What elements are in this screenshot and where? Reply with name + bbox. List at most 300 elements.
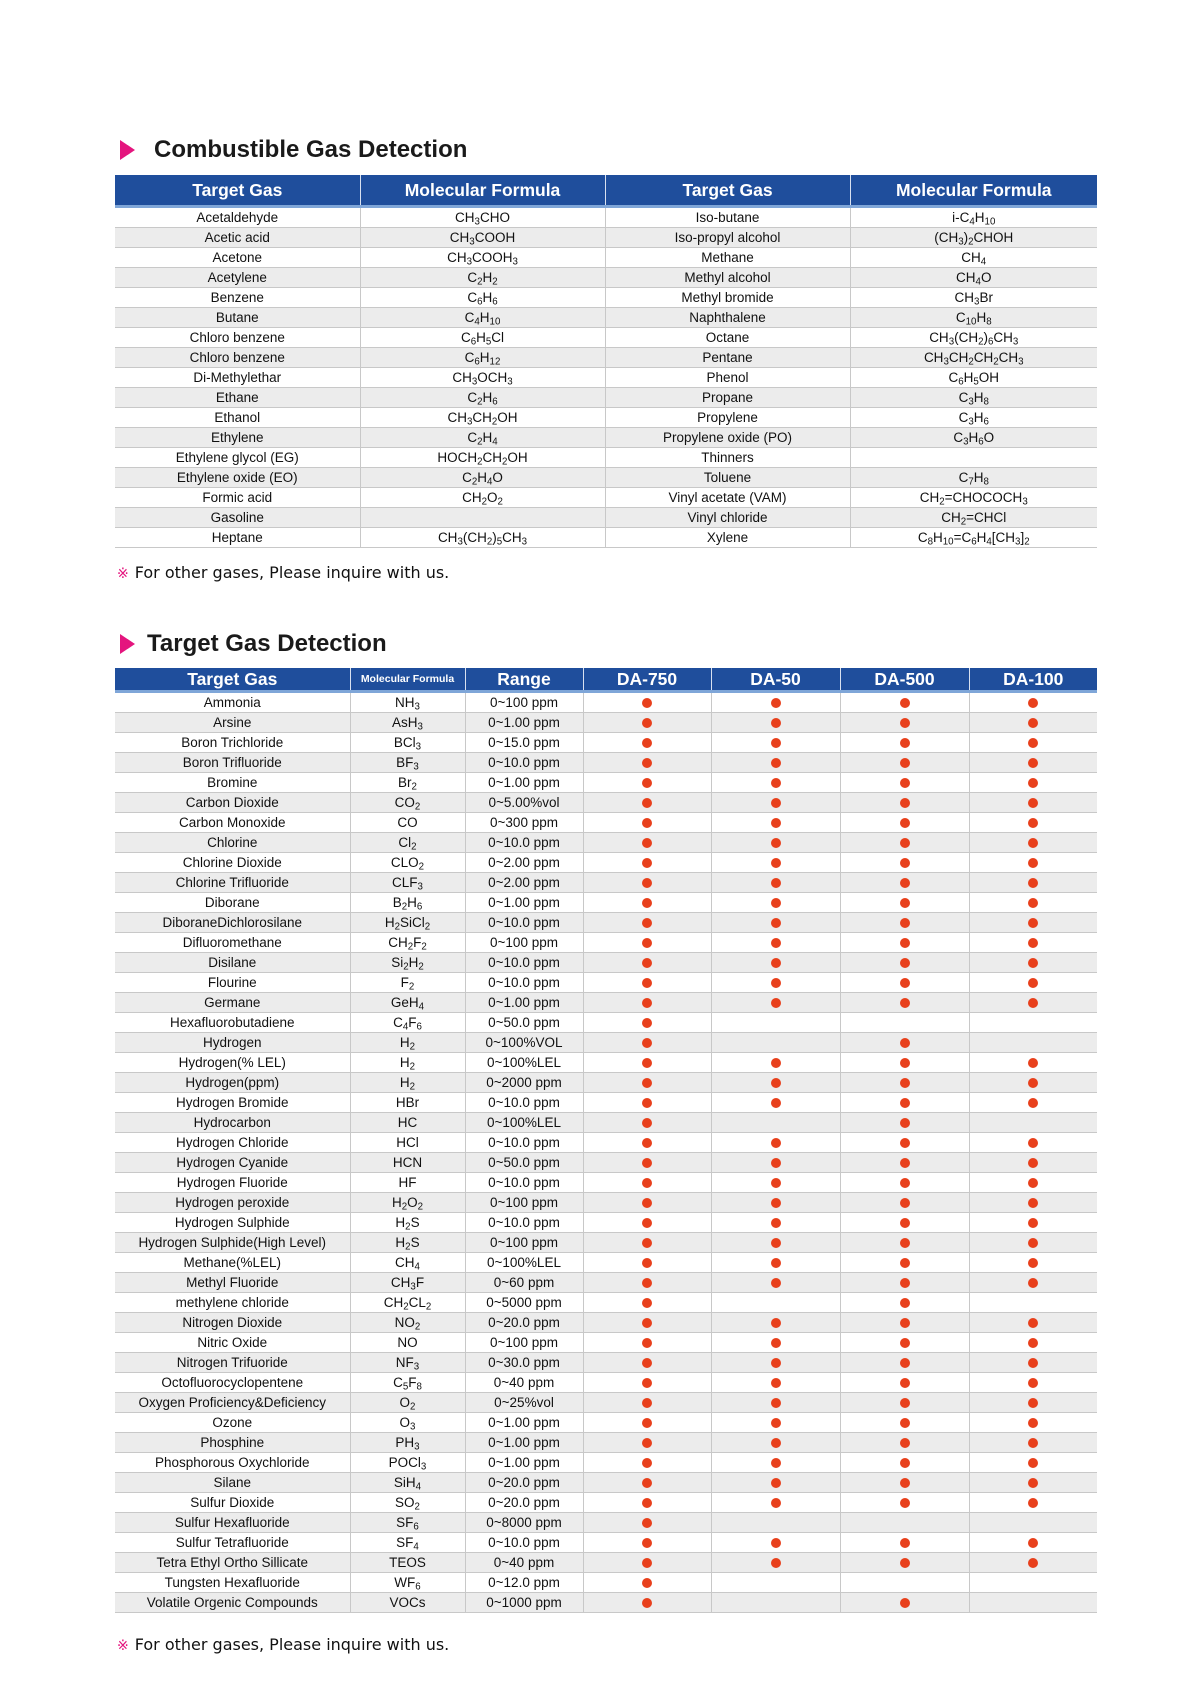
cell-da-100 bbox=[969, 1273, 1097, 1293]
supported-dot-icon bbox=[642, 1578, 652, 1588]
cell-molecular-formula: $C_6H_{12}$ bbox=[360, 348, 605, 368]
table-row bbox=[115, 1373, 1097, 1393]
cell-da-100 bbox=[969, 1253, 1097, 1273]
table-row bbox=[115, 1093, 1097, 1113]
cell-da-100 bbox=[969, 853, 1097, 873]
cell-da-500 bbox=[840, 773, 969, 793]
supported-dot-icon bbox=[1028, 1478, 1038, 1488]
supported-dot-icon bbox=[771, 918, 781, 928]
cell-target-gas: Phosphine bbox=[115, 1433, 350, 1453]
supported-dot-icon bbox=[900, 1118, 910, 1128]
supported-dot-icon bbox=[1028, 1238, 1038, 1248]
cell-da-100 bbox=[969, 1113, 1097, 1133]
supported-dot-icon bbox=[900, 698, 910, 708]
table-row bbox=[115, 1193, 1097, 1213]
reference-mark-icon: ※ bbox=[117, 566, 129, 582]
supported-dot-icon bbox=[642, 1478, 652, 1488]
supported-dot-icon bbox=[900, 1478, 910, 1488]
cell-range: 0~100 ppm bbox=[465, 933, 583, 953]
supported-dot-icon bbox=[642, 958, 652, 968]
cell-target-gas: Pentane bbox=[605, 348, 850, 368]
cell-molecular-formula: TEOS bbox=[350, 1553, 465, 1573]
cell-da-50 bbox=[711, 993, 840, 1013]
header-target-gas: Target Gas bbox=[605, 175, 850, 207]
cell-molecular-formula: $C_2H_2$ bbox=[360, 268, 605, 288]
cell-target-gas: Germane bbox=[115, 993, 350, 1013]
cell-da-750 bbox=[583, 1353, 711, 1373]
supported-dot-icon bbox=[900, 1098, 910, 1108]
supported-dot-icon bbox=[900, 1258, 910, 1268]
supported-dot-icon bbox=[642, 1158, 652, 1168]
cell-range: 0~10.0 ppm bbox=[465, 973, 583, 993]
cell-target-gas: Toluene bbox=[605, 468, 850, 488]
cell-range: 0~100 ppm bbox=[465, 1333, 583, 1353]
cell-da-750 bbox=[583, 713, 711, 733]
cell-target-gas: Methane(%LEL) bbox=[115, 1253, 350, 1273]
table-row bbox=[115, 448, 1097, 468]
supported-dot-icon bbox=[771, 1478, 781, 1488]
table-row bbox=[115, 408, 1097, 428]
supported-dot-icon bbox=[900, 1458, 910, 1468]
supported-dot-icon bbox=[1028, 998, 1038, 1008]
cell-target-gas: Hydrogen Sulphide bbox=[115, 1213, 350, 1233]
cell-da-750 bbox=[583, 1013, 711, 1033]
cell-target-gas: Phosphorous Oxychloride bbox=[115, 1453, 350, 1473]
cell-molecular-formula: $O_2$ bbox=[350, 1393, 465, 1413]
cell-target-gas: Sulfur Hexafluoride bbox=[115, 1513, 350, 1533]
cell-molecular-formula: $Cl_2$ bbox=[350, 833, 465, 853]
cell-molecular-formula: $CLF_3$ bbox=[350, 873, 465, 893]
supported-dot-icon bbox=[1028, 1278, 1038, 1288]
supported-dot-icon bbox=[1028, 958, 1038, 968]
cell-target-gas: Benzene bbox=[115, 288, 360, 308]
supported-dot-icon bbox=[900, 1038, 910, 1048]
cell-target-gas: Thinners bbox=[605, 448, 850, 468]
supported-dot-icon bbox=[642, 718, 652, 728]
supported-dot-icon bbox=[900, 1338, 910, 1348]
header-target-gas: Target Gas bbox=[115, 175, 360, 207]
supported-dot-icon bbox=[771, 738, 781, 748]
cell-da-750 bbox=[583, 933, 711, 953]
cell-da-500 bbox=[840, 1353, 969, 1373]
cell-da-750 bbox=[583, 1533, 711, 1553]
cell-target-gas: Ethane bbox=[115, 388, 360, 408]
cell-target-gas: Tetra Ethyl Ortho Sillicate bbox=[115, 1553, 350, 1573]
cell-target-gas: Ethylene oxide (EO) bbox=[115, 468, 360, 488]
cell-da-100 bbox=[969, 873, 1097, 893]
table-row bbox=[115, 692, 1097, 713]
table-row bbox=[115, 913, 1097, 933]
cell-da-500 bbox=[840, 1593, 969, 1613]
cell-range: 0~60 ppm bbox=[465, 1273, 583, 1293]
cell-target-gas: Carbon Dioxide bbox=[115, 793, 350, 813]
combustible-table-body bbox=[115, 207, 1097, 548]
cell-da-100 bbox=[969, 953, 1097, 973]
cell-da-750 bbox=[583, 1473, 711, 1493]
supported-dot-icon bbox=[900, 1278, 910, 1288]
cell-molecular-formula: SiH$_4$ bbox=[350, 1473, 465, 1493]
supported-dot-icon bbox=[1028, 1178, 1038, 1188]
supported-dot-icon bbox=[771, 1058, 781, 1068]
supported-dot-icon bbox=[1028, 838, 1038, 848]
table-row bbox=[115, 733, 1097, 753]
supported-dot-icon bbox=[900, 1058, 910, 1068]
cell-da-750 bbox=[583, 1413, 711, 1433]
cell-range: 0~100%LEL bbox=[465, 1253, 583, 1273]
cell-da-500 bbox=[840, 713, 969, 733]
target-header-row bbox=[115, 668, 1097, 692]
supported-dot-icon bbox=[771, 798, 781, 808]
cell-target-gas: Methane bbox=[605, 248, 850, 268]
cell-range: 0~1.00 ppm bbox=[465, 1413, 583, 1433]
cell-molecular-formula: POCl$_3$ bbox=[350, 1453, 465, 1473]
table-row bbox=[115, 773, 1097, 793]
supported-dot-icon bbox=[1028, 1198, 1038, 1208]
cell-range: 0~10.0 ppm bbox=[465, 1093, 583, 1113]
cell-range: 0~100 ppm bbox=[465, 1233, 583, 1253]
supported-dot-icon bbox=[900, 1238, 910, 1248]
supported-dot-icon bbox=[642, 1558, 652, 1568]
cell-target-gas: Chlorine bbox=[115, 833, 350, 853]
cell-target-gas: Sulfur Tetrafluoride bbox=[115, 1533, 350, 1553]
footnote-text: For other gases, Please inquire with us. bbox=[134, 1635, 450, 1654]
cell-molecular-formula: HCN bbox=[350, 1153, 465, 1173]
cell-molecular-formula: $CH_2F_2$ bbox=[350, 933, 465, 953]
table-row bbox=[115, 793, 1097, 813]
table-row bbox=[115, 1133, 1097, 1153]
cell-molecular-formula: $CO_2$ bbox=[350, 793, 465, 813]
cell-da-750 bbox=[583, 853, 711, 873]
cell-molecular-formula: $CH_3(CH_2)_6CH_3$ bbox=[850, 328, 1097, 348]
table-row bbox=[115, 973, 1097, 993]
cell-range: 0~1.00 ppm bbox=[465, 1453, 583, 1473]
cell-range: 0~100%VOL bbox=[465, 1033, 583, 1053]
target-footnote bbox=[117, 1635, 449, 1654]
supported-dot-icon bbox=[1028, 1458, 1038, 1468]
supported-dot-icon bbox=[642, 758, 652, 768]
table-row bbox=[115, 1293, 1097, 1313]
triangle-bullet-icon bbox=[120, 634, 135, 654]
cell-da-750 bbox=[583, 733, 711, 753]
supported-dot-icon bbox=[642, 1278, 652, 1288]
table-row bbox=[115, 813, 1097, 833]
cell-da-500 bbox=[840, 1413, 969, 1433]
supported-dot-icon bbox=[900, 1378, 910, 1388]
cell-molecular-formula: $C_7H_8$ bbox=[850, 468, 1097, 488]
cell-da-500 bbox=[840, 1033, 969, 1053]
footnote-text: For other gases, Please inquire with us. bbox=[134, 563, 450, 582]
cell-molecular-formula: $CH_3COOH$ bbox=[360, 228, 605, 248]
cell-da-750 bbox=[583, 1033, 711, 1053]
table-row bbox=[115, 388, 1097, 408]
cell-molecular-formula: $NH_3$ bbox=[350, 692, 465, 713]
cell-target-gas: Naphthalene bbox=[605, 308, 850, 328]
supported-dot-icon bbox=[900, 1178, 910, 1188]
header-molecular-formula: Molecular Formula bbox=[850, 175, 1097, 207]
cell-da-500 bbox=[840, 793, 969, 813]
cell-molecular-formula: $CH_2=CHCl$ bbox=[850, 508, 1097, 528]
cell-range: 0~100%LEL bbox=[465, 1113, 583, 1133]
supported-dot-icon bbox=[1028, 1418, 1038, 1428]
cell-da-750 bbox=[583, 1093, 711, 1113]
cell-range: 0~2.00 ppm bbox=[465, 853, 583, 873]
supported-dot-icon bbox=[900, 818, 910, 828]
cell-da-500 bbox=[840, 1073, 969, 1093]
cell-range: 0~30.0 ppm bbox=[465, 1353, 583, 1373]
cell-da-500 bbox=[840, 1133, 969, 1153]
cell-da-500 bbox=[840, 1553, 969, 1573]
supported-dot-icon bbox=[642, 858, 652, 868]
cell-da-50 bbox=[711, 1393, 840, 1413]
table-row bbox=[115, 833, 1097, 853]
cell-da-100 bbox=[969, 1313, 1097, 1333]
cell-da-50 bbox=[711, 1093, 840, 1113]
cell-da-50 bbox=[711, 1573, 840, 1593]
supported-dot-icon bbox=[642, 1298, 652, 1308]
supported-dot-icon bbox=[771, 958, 781, 968]
header-molecular-formula: Molecular Formula bbox=[360, 175, 605, 207]
cell-da-100 bbox=[969, 1553, 1097, 1573]
cell-molecular-formula: $O_3$ bbox=[350, 1413, 465, 1433]
cell-range: 0~1.00 ppm bbox=[465, 773, 583, 793]
cell-target-gas: Hydrogen peroxide bbox=[115, 1193, 350, 1213]
cell-molecular-formula: $CH_2=CHOCOCH_3$ bbox=[850, 488, 1097, 508]
cell-da-750 bbox=[583, 1553, 711, 1573]
cell-target-gas: Gasoline bbox=[115, 508, 360, 528]
cell-da-750 bbox=[583, 1313, 711, 1333]
supported-dot-icon bbox=[771, 1098, 781, 1108]
cell-molecular-formula: $C_{10}H_8$ bbox=[850, 308, 1097, 328]
table-row bbox=[115, 1153, 1097, 1173]
cell-target-gas: Hydrogen Sulphide(High Level) bbox=[115, 1233, 350, 1253]
cell-range: 0~12.0 ppm bbox=[465, 1573, 583, 1593]
cell-target-gas: Vinyl acetate (VAM) bbox=[605, 488, 850, 508]
cell-range: 0~10.0 ppm bbox=[465, 833, 583, 853]
supported-dot-icon bbox=[771, 1358, 781, 1368]
table-row bbox=[115, 933, 1097, 953]
cell-target-gas: Ozone bbox=[115, 1413, 350, 1433]
supported-dot-icon bbox=[900, 1418, 910, 1428]
cell-target-gas: Silane bbox=[115, 1473, 350, 1493]
cell-range: 0~10.0 ppm bbox=[465, 1213, 583, 1233]
cell-molecular-formula bbox=[850, 448, 1097, 468]
cell-molecular-formula: $H_2O_2$ bbox=[350, 1193, 465, 1213]
cell-da-50 bbox=[711, 1273, 840, 1293]
cell-da-100 bbox=[969, 1213, 1097, 1233]
cell-da-500 bbox=[840, 1513, 969, 1533]
cell-da-50 bbox=[711, 1193, 840, 1213]
cell-da-750 bbox=[583, 1233, 711, 1253]
table-row bbox=[115, 1593, 1097, 1613]
supported-dot-icon bbox=[1028, 1218, 1038, 1228]
table-row bbox=[115, 873, 1097, 893]
cell-da-100 bbox=[969, 793, 1097, 813]
cell-target-gas: Methyl alcohol bbox=[605, 268, 850, 288]
supported-dot-icon bbox=[1028, 738, 1038, 748]
supported-dot-icon bbox=[1028, 1158, 1038, 1168]
cell-da-500 bbox=[840, 1333, 969, 1353]
cell-da-50 bbox=[711, 753, 840, 773]
cell-da-500 bbox=[840, 1013, 969, 1033]
cell-da-750 bbox=[583, 1073, 711, 1093]
cell-da-50 bbox=[711, 1313, 840, 1333]
table-row bbox=[115, 1453, 1097, 1473]
cell-molecular-formula: CO bbox=[350, 813, 465, 833]
combustible-footnote bbox=[117, 563, 449, 582]
cell-molecular-formula: $H_2$ bbox=[350, 1073, 465, 1093]
cell-molecular-formula bbox=[360, 508, 605, 528]
supported-dot-icon bbox=[900, 1298, 910, 1308]
cell-da-100 bbox=[969, 1153, 1097, 1173]
table-row bbox=[115, 953, 1097, 973]
supported-dot-icon bbox=[900, 1318, 910, 1328]
cell-target-gas: Nitrogen Dioxide bbox=[115, 1313, 350, 1333]
table-row bbox=[115, 508, 1097, 528]
cell-molecular-formula: $CH_3CH_2CH_2CH_3$ bbox=[850, 348, 1097, 368]
supported-dot-icon bbox=[642, 1178, 652, 1188]
cell-da-500 bbox=[840, 953, 969, 973]
cell-molecular-formula: $C_6H_5OH$ bbox=[850, 368, 1097, 388]
cell-da-100 bbox=[969, 1453, 1097, 1473]
cell-da-50 bbox=[711, 713, 840, 733]
supported-dot-icon bbox=[642, 1378, 652, 1388]
cell-da-750 bbox=[583, 1173, 711, 1193]
cell-da-100 bbox=[969, 1053, 1097, 1073]
supported-dot-icon bbox=[642, 1538, 652, 1548]
supported-dot-icon bbox=[900, 798, 910, 808]
cell-range: 0~1.00 ppm bbox=[465, 993, 583, 1013]
supported-dot-icon bbox=[900, 738, 910, 748]
cell-target-gas: Hydrogen Chloride bbox=[115, 1133, 350, 1153]
supported-dot-icon bbox=[900, 898, 910, 908]
cell-da-750 bbox=[583, 1433, 711, 1453]
cell-da-100 bbox=[969, 893, 1097, 913]
cell-da-50 bbox=[711, 1353, 840, 1373]
cell-da-100 bbox=[969, 1373, 1097, 1393]
cell-target-gas: Butane bbox=[115, 308, 360, 328]
cell-range: 0~1.00 ppm bbox=[465, 713, 583, 733]
supported-dot-icon bbox=[1028, 898, 1038, 908]
cell-range: 0~5.00%vol bbox=[465, 793, 583, 813]
cell-range: 0~8000 ppm bbox=[465, 1513, 583, 1533]
table-row bbox=[115, 993, 1097, 1013]
supported-dot-icon bbox=[771, 1338, 781, 1348]
cell-da-100 bbox=[969, 933, 1097, 953]
cell-da-500 bbox=[840, 813, 969, 833]
supported-dot-icon bbox=[642, 698, 652, 708]
supported-dot-icon bbox=[1028, 978, 1038, 988]
table-row bbox=[115, 1393, 1097, 1413]
cell-target-gas: Methyl Fluoride bbox=[115, 1273, 350, 1293]
cell-range: 0~2.00 ppm bbox=[465, 873, 583, 893]
cell-target-gas: Diborane bbox=[115, 893, 350, 913]
cell-da-750 bbox=[583, 1573, 711, 1593]
supported-dot-icon bbox=[1028, 1098, 1038, 1108]
table-row bbox=[115, 1113, 1097, 1133]
supported-dot-icon bbox=[771, 1258, 781, 1268]
supported-dot-icon bbox=[1028, 1138, 1038, 1148]
table-row bbox=[115, 1433, 1097, 1453]
cell-da-100 bbox=[969, 1073, 1097, 1093]
cell-target-gas: Chloro benzene bbox=[115, 328, 360, 348]
supported-dot-icon bbox=[900, 778, 910, 788]
cell-target-gas: Heptane bbox=[115, 528, 360, 548]
cell-da-100 bbox=[969, 1413, 1097, 1433]
cell-da-50 bbox=[711, 1213, 840, 1233]
supported-dot-icon bbox=[771, 998, 781, 1008]
target-section-title bbox=[120, 630, 387, 658]
cell-molecular-formula: $C_2H_4$ bbox=[360, 428, 605, 448]
cell-da-500 bbox=[840, 1113, 969, 1133]
table-row bbox=[115, 1273, 1097, 1293]
supported-dot-icon bbox=[900, 878, 910, 888]
cell-da-50 bbox=[711, 1293, 840, 1313]
supported-dot-icon bbox=[642, 998, 652, 1008]
cell-da-100 bbox=[969, 1393, 1097, 1413]
cell-da-750 bbox=[583, 692, 711, 713]
cell-molecular-formula: $CH_3CHO$ bbox=[360, 207, 605, 228]
cell-target-gas: Chlorine Trifluoride bbox=[115, 873, 350, 893]
cell-da-50 bbox=[711, 973, 840, 993]
supported-dot-icon bbox=[900, 1398, 910, 1408]
table-row bbox=[115, 1473, 1097, 1493]
cell-molecular-formula: $C_5F_8$ bbox=[350, 1373, 465, 1393]
cell-molecular-formula: HC bbox=[350, 1113, 465, 1133]
supported-dot-icon bbox=[771, 978, 781, 988]
cell-target-gas: Acetaldehyde bbox=[115, 207, 360, 228]
cell-target-gas: Boron Trifluoride bbox=[115, 753, 350, 773]
cell-da-50 bbox=[711, 1073, 840, 1093]
cell-da-100 bbox=[969, 1093, 1097, 1113]
combustible-header-row bbox=[115, 175, 1097, 207]
supported-dot-icon bbox=[771, 858, 781, 868]
cell-da-100 bbox=[969, 1013, 1097, 1033]
supported-dot-icon bbox=[642, 1238, 652, 1248]
supported-dot-icon bbox=[642, 1358, 652, 1368]
cell-molecular-formula: $C_3H_6$ bbox=[850, 408, 1097, 428]
cell-molecular-formula: $CH_3CH_2OH$ bbox=[360, 408, 605, 428]
cell-da-750 bbox=[583, 1513, 711, 1533]
cell-da-50 bbox=[711, 1493, 840, 1513]
cell-da-100 bbox=[969, 713, 1097, 733]
cell-da-750 bbox=[583, 993, 711, 1013]
cell-molecular-formula: $Si_2H_2$ bbox=[350, 953, 465, 973]
cell-molecular-formula: $B_2H_6$ bbox=[350, 893, 465, 913]
cell-target-gas: Ammonia bbox=[115, 692, 350, 713]
cell-molecular-formula: HBr bbox=[350, 1093, 465, 1113]
supported-dot-icon bbox=[642, 1458, 652, 1468]
cell-range: 0~15.0 ppm bbox=[465, 733, 583, 753]
cell-da-50 bbox=[711, 1453, 840, 1473]
cell-da-50 bbox=[711, 833, 840, 853]
cell-range: 0~20.0 ppm bbox=[465, 1313, 583, 1333]
cell-da-50 bbox=[711, 692, 840, 713]
cell-da-50 bbox=[711, 1253, 840, 1273]
cell-range: 0~1000 ppm bbox=[465, 1593, 583, 1613]
cell-da-50 bbox=[711, 1013, 840, 1033]
cell-da-750 bbox=[583, 893, 711, 913]
cell-da-500 bbox=[840, 893, 969, 913]
cell-da-50 bbox=[711, 1433, 840, 1453]
cell-molecular-formula: $CH_4$ bbox=[850, 248, 1097, 268]
supported-dot-icon bbox=[900, 1078, 910, 1088]
supported-dot-icon bbox=[900, 1538, 910, 1548]
target-gas-table bbox=[115, 668, 1097, 1613]
cell-molecular-formula: $H_2SiCl_2$ bbox=[350, 913, 465, 933]
cell-da-50 bbox=[711, 1533, 840, 1553]
table-row bbox=[115, 228, 1097, 248]
supported-dot-icon bbox=[900, 1158, 910, 1168]
